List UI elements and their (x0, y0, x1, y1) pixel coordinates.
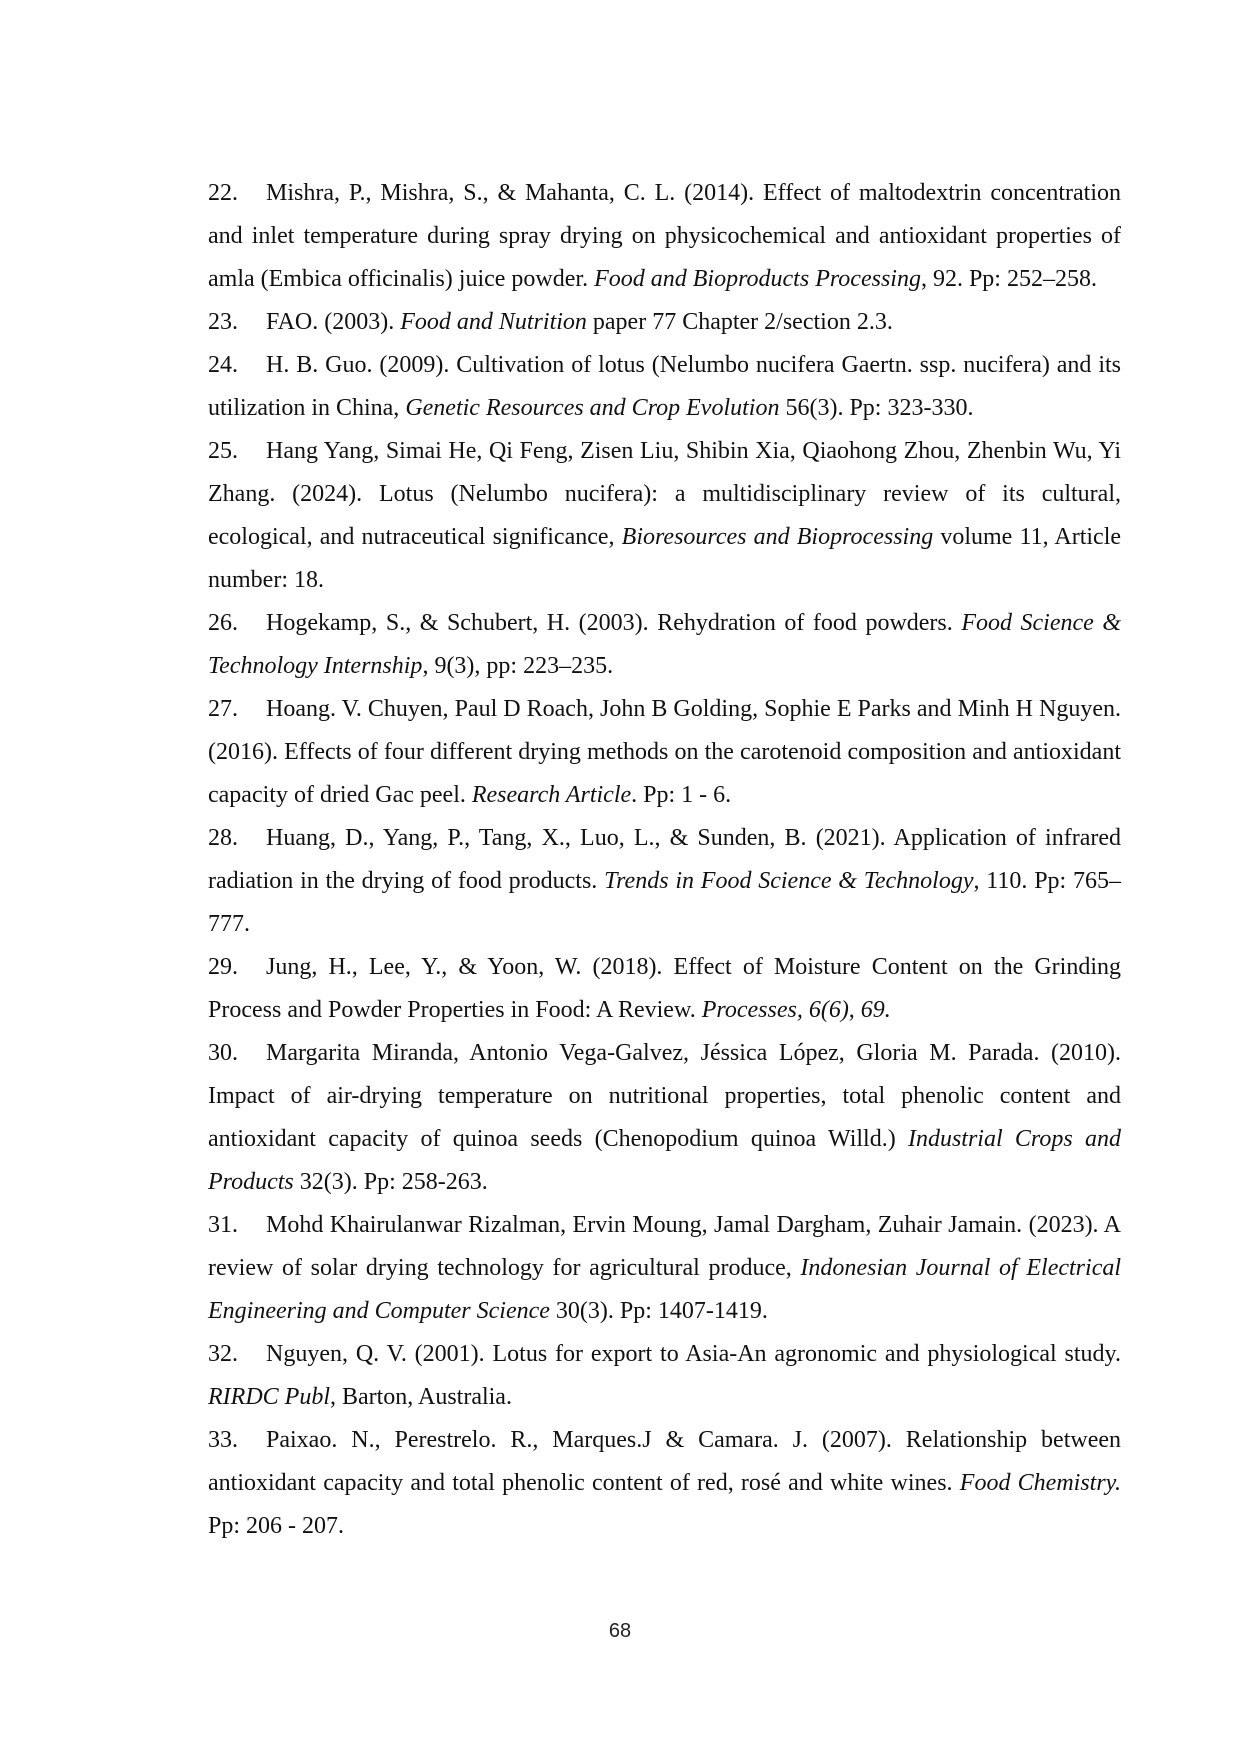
reference-source-title: Food Chemistry. (959, 1470, 1121, 1496)
reference-source-title: RIRDC Publ (208, 1384, 330, 1410)
reference-26 (208, 602, 1121, 688)
reference-details: , 92. Pp: 252–258. (920, 266, 1097, 292)
reference-details: 32(3). Pp: 258-263. (293, 1169, 488, 1195)
page-number: 68 (608, 1620, 632, 1642)
reference-source-title: Processes, 6(6), 69. (701, 997, 891, 1023)
reference-details: 30(3). Pp: 1407-1419. (549, 1298, 768, 1324)
reference-number: 26. (208, 610, 238, 636)
reference-number: 30. (208, 1040, 238, 1066)
reference-details: paper 77 Chapter 2/section 2.3. (586, 309, 893, 335)
reference-source-title: Indonesian Journal of Electrical Engineering and Computer Science (208, 1255, 1122, 1324)
reference-text: Huang, D., Yang, P., Tang, X., Luo, L., & Sunden, B. (2021). Application of infrared radiation in the drying of food products. (208, 825, 1121, 894)
reference-32 (208, 1333, 1121, 1419)
reference-source-title: Food and Nutrition (400, 309, 587, 335)
reference-text: Hogekamp, S., & Schubert, H. (2003). Rehydration of food powders. (266, 610, 962, 636)
reference-30 (208, 1032, 1121, 1204)
reference-28 (208, 817, 1121, 946)
reference-number: 32. (208, 1341, 238, 1367)
reference-24 (208, 344, 1121, 430)
reference-number: 22. (208, 180, 238, 206)
reference-31 (208, 1204, 1121, 1333)
reference-details: volume 11, Article number: 18. (208, 524, 1122, 593)
reference-source-title: Food and Bioproducts Processing (594, 266, 921, 292)
reference-25 (208, 430, 1121, 602)
reference-23 (208, 301, 1121, 344)
reference-text: Jung, H., Lee, Y., & Yoon, W. (2018). Effect of Moisture Content on the Grinding Process and Powder Properties in Food: A Review. (208, 954, 1121, 1023)
reference-details: 56(3). Pp: 323-330. (779, 395, 974, 421)
reference-details: . Pp: 1 - 6. (631, 782, 732, 808)
reference-source-title: Food Science & Technology Internship (208, 610, 1122, 679)
reference-number: 29. (208, 954, 238, 980)
reference-text: Mohd Khairulanwar Rizalman, Ervin Moung, Jamal Dargham, Zuhair Jamain. (2023). A review of solar drying technology for agricultural produce, (208, 1212, 1121, 1281)
reference-27 (208, 688, 1121, 817)
reference-number: 25. (208, 438, 238, 464)
reference-list (208, 172, 1121, 1548)
reference-number: 24. (208, 352, 238, 378)
reference-text: Mishra, P., Mishra, S., & Mahanta, C. L. (2014). Effect of maltodextrin concentration and inlet temperature during spray drying on physicochemical and antioxidant properties of amla (Embica officinalis) juice powder. (208, 180, 1121, 292)
reference-details: , Barton, Australia. (329, 1384, 512, 1410)
reference-text: H. B. Guo. (2009). Cultivation of lotus (Nelumbo nucifera Gaertn. ssp. nucifera) and its utilization in China, (208, 352, 1121, 421)
reference-number: 33. (208, 1427, 238, 1453)
reference-22 (208, 172, 1121, 301)
reference-source-title: Bioresources and Bioprocessing (621, 524, 934, 550)
reference-text: Paixao. N., Perestrelo. R., Marques.J & Camara. J. (2007). Relationship between antioxidant capacity and total phenolic content of red, rosé and white wines. (208, 1427, 1121, 1496)
reference-text: Nguyen, Q. V. (2001). Lotus for export to Asia-An agronomic and physiological study. (266, 1341, 1121, 1367)
reference-details: , 110. Pp: 765–777. (208, 868, 1121, 937)
reference-text: Hang Yang, Simai He, Qi Feng, Zisen Liu, Shibin Xia, Qiaohong Zhou, Zhenbin Wu, Yi Zhang. (2024). Lotus (Nelumbo nucifera): a multidisciplinary review of its cultural, ecological, and nutraceutical significance, (208, 438, 1121, 550)
reference-source-title: Research Article (471, 782, 632, 808)
reference-text: FAO. (2003). (266, 309, 401, 335)
reference-33 (208, 1419, 1121, 1548)
reference-details: , 9(3), pp: 223–235. (422, 653, 614, 679)
reference-source-title: Industrial Crops and Products (208, 1126, 1121, 1195)
reference-source-title: Genetic Resources and Crop Evolution (405, 395, 780, 421)
reference-text: Margarita Miranda, Antonio Vega-Galvez, Jéssica López, Gloria M. Parada. (2010). Impact of air-drying temperature on nutritional properties, total phenolic content and antioxidant capacity of quinoa seeds (Chenopodium quinoa Willd.) (208, 1040, 1121, 1152)
reference-number: 23. (208, 309, 238, 335)
reference-details: Pp: 206 - 207. (208, 1513, 345, 1539)
reference-number: 27. (208, 696, 238, 722)
reference-number: 31. (208, 1212, 238, 1238)
reference-source-title: Trends in Food Science & Technology (604, 868, 974, 894)
reference-29 (208, 946, 1121, 1032)
reference-text: Hoang. V. Chuyen, Paul D Roach, John B Golding, Sophie E Parks and Minh H Nguyen. (2016). Effects of four different drying methods on the carotenoid composition and antioxidant capacity of dried Gac peel. (208, 696, 1121, 808)
reference-number: 28. (208, 825, 238, 851)
